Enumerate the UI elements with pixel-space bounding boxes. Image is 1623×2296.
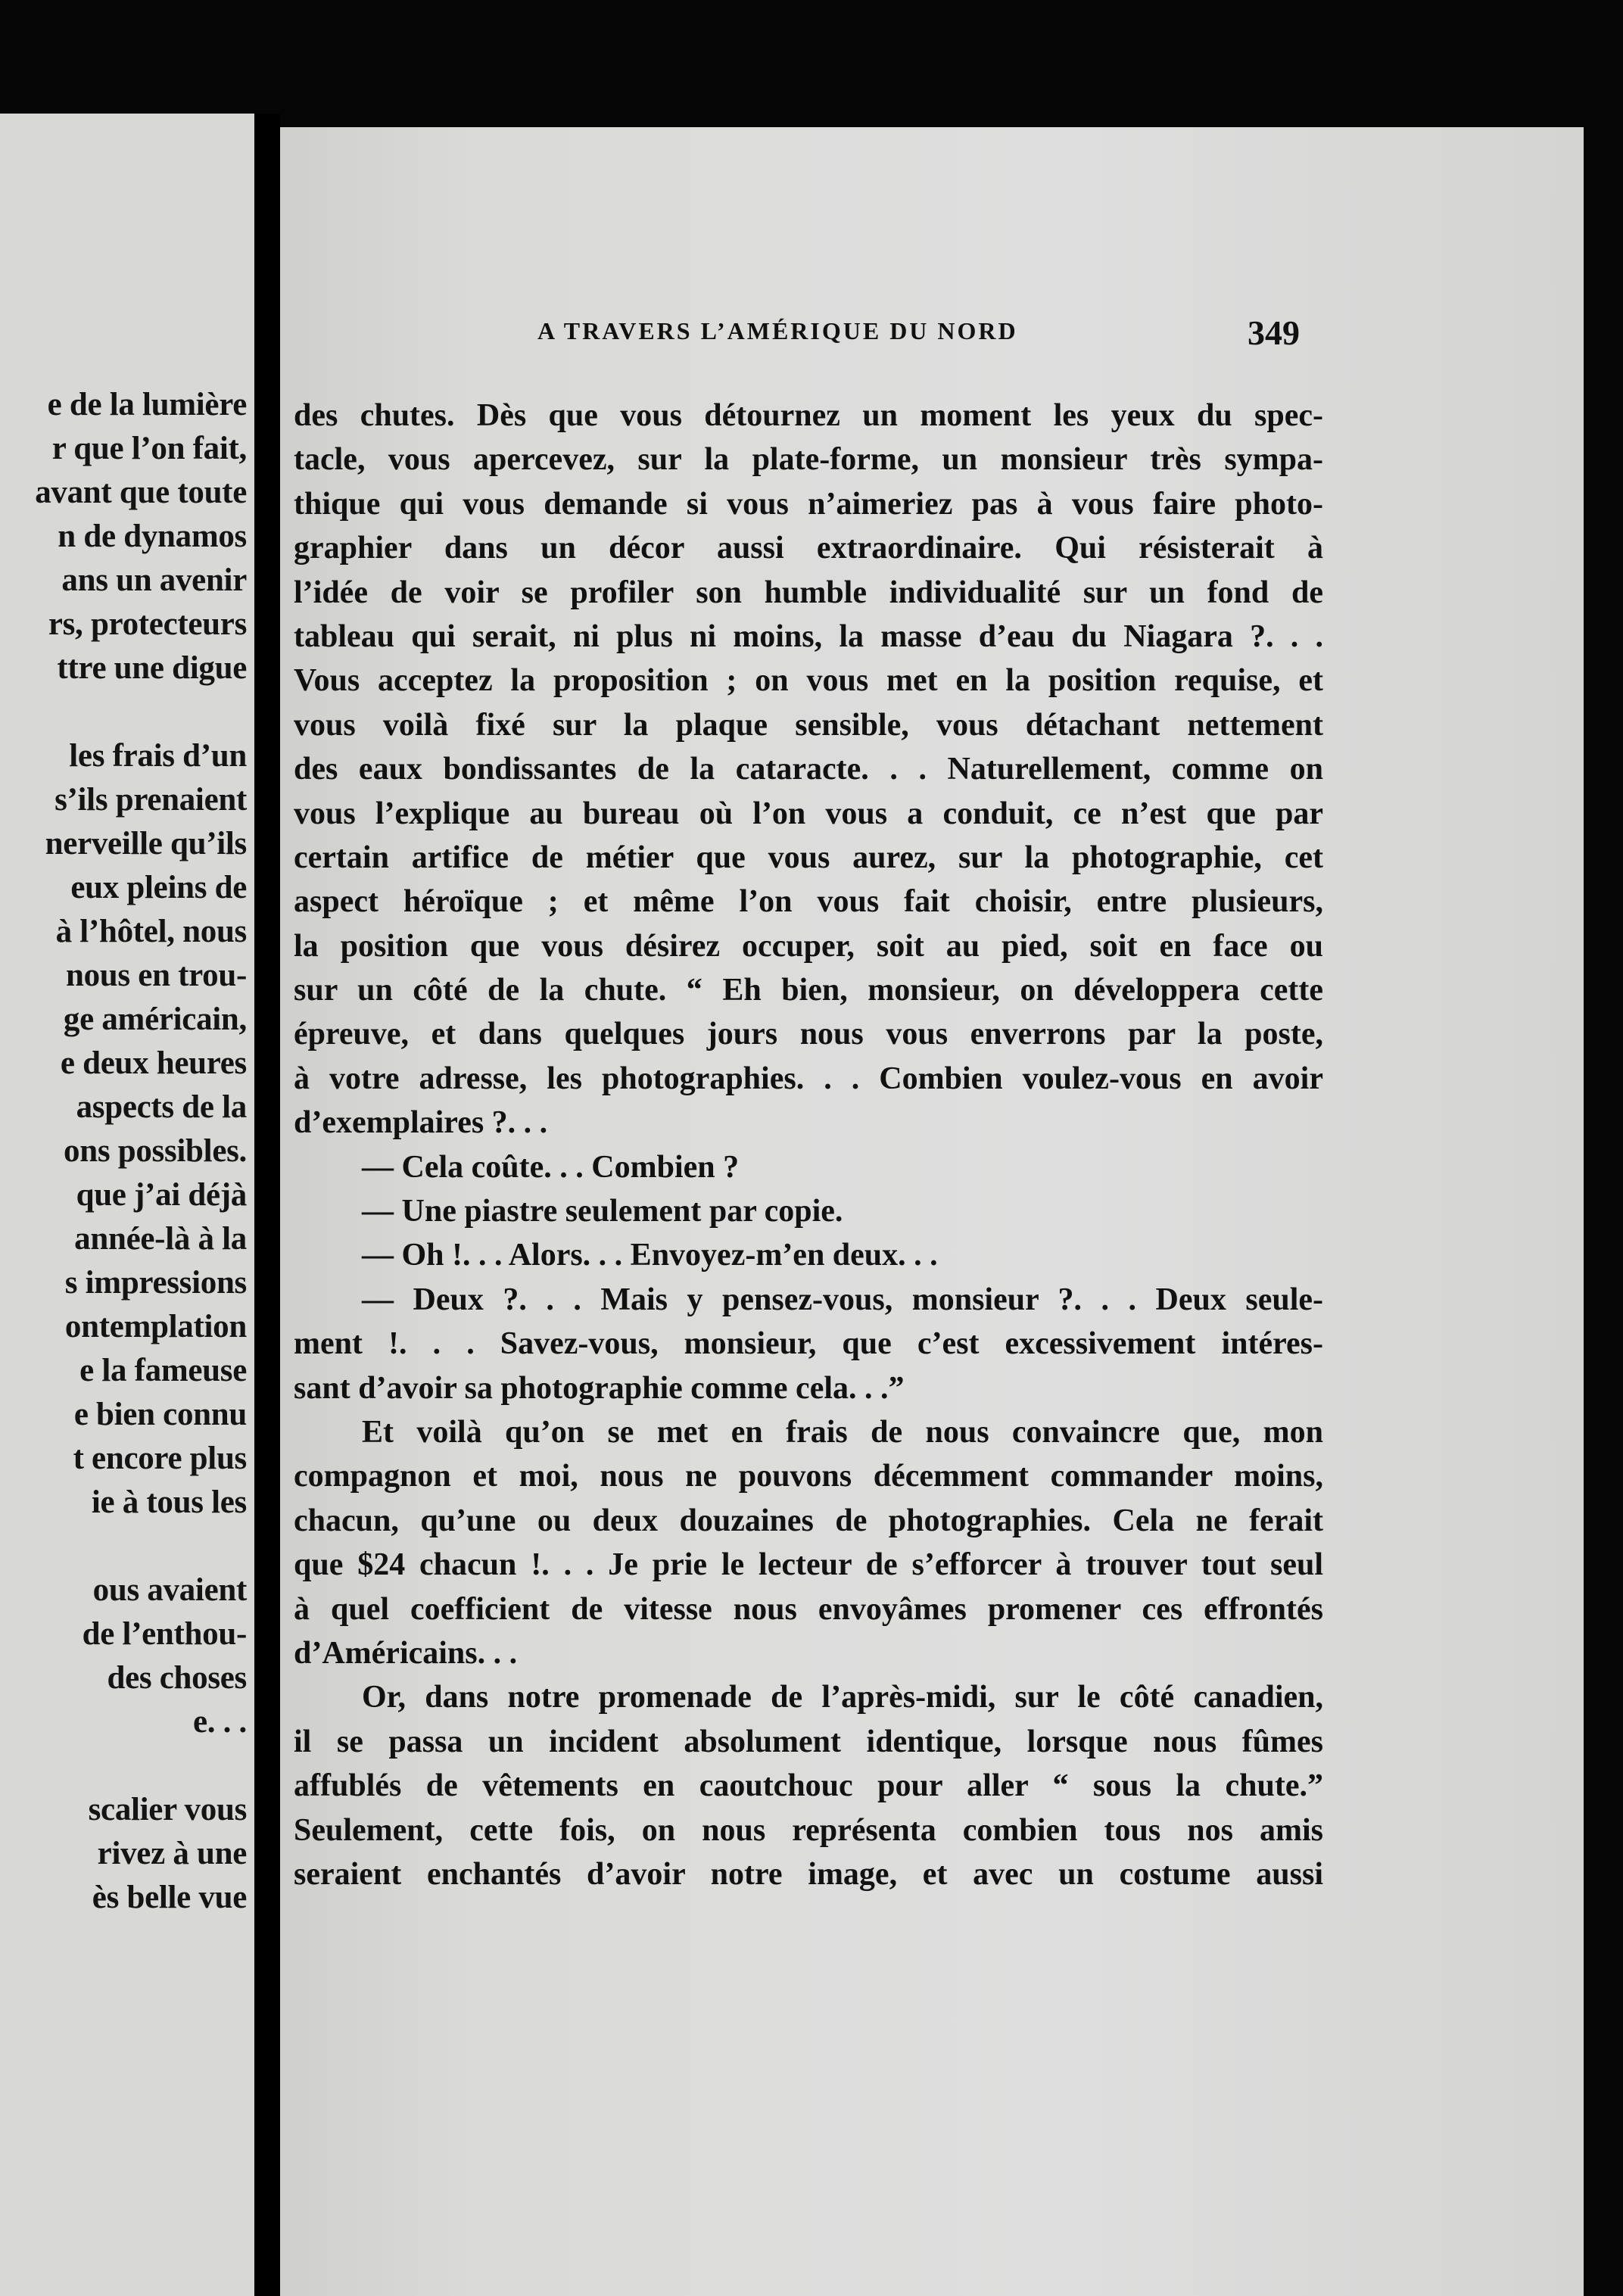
left-line: e deux heures <box>60 1045 247 1081</box>
text-line: d’exemplaires ?. . . <box>294 1105 548 1141</box>
page-header <box>280 313 1584 358</box>
text-line: compagnon et moi, nous ne pouvons décemment commander moins, <box>294 1459 1323 1494</box>
left-line: t encore plus <box>73 1441 247 1476</box>
left-line: à l’hôtel, nous <box>55 914 247 949</box>
text-line: graphier dans un décor aussi extraordinaire. Qui résisterait à <box>294 531 1323 566</box>
paragraph-start: Et voilà qu’on se met en frais de nous convaincre que, mon <box>362 1414 1323 1450</box>
left-line: rs, protecteurs <box>48 606 247 642</box>
left-line: nerveille qu’ils <box>45 826 247 861</box>
left-line: rivez à une <box>97 1836 247 1871</box>
running-title: A TRAVERS L’AMÉRIQUE DU NORD <box>537 317 1018 344</box>
text-line: d’Américains. . . <box>294 1635 518 1671</box>
dialogue-line: — Cela coûte. . . Combien ? <box>362 1149 740 1185</box>
text-line: thique qui vous demande si vous n’aimeriez pas à vous faire photo- <box>294 486 1323 522</box>
left-line: année-là à la <box>74 1221 247 1257</box>
text-line: Vous acceptez la proposition ; on vous met en la position requise, et <box>294 663 1323 699</box>
text-line: sur un côté de la chute. “ Eh bien, monsieur, on développera cette <box>294 973 1323 1008</box>
right-page <box>280 127 1584 2296</box>
text-line: vous l’explique au bureau où l’on vous a conduit, ce n’est que par <box>294 796 1323 831</box>
dialogue-line: — Une piastre seulement par copie. <box>362 1194 843 1229</box>
left-line: e bien connu <box>73 1397 247 1432</box>
left-line: ge américain, <box>63 1002 247 1037</box>
left-page-fragment <box>0 114 254 2296</box>
text-line: il se passa un incident absolument identique, lorsque nous fûmes <box>294 1724 1323 1759</box>
left-line <box>0 1525 247 1569</box>
page-number: 349 <box>1248 313 1300 352</box>
text-line: l’idée de voir se profiler son humble individualité sur un fond de <box>294 575 1323 610</box>
text-line: vous voilà fixé sur la plaque sensible, vous détachant nettement <box>294 707 1323 743</box>
left-line: aspects de la <box>76 1089 247 1125</box>
left-line: e. . . <box>192 1704 247 1740</box>
left-line: e de la lumière <box>47 387 247 422</box>
text-line: affublés de vêtements en caoutchouc pour aller “ sous la chute.” <box>294 1768 1323 1804</box>
left-line <box>0 690 247 734</box>
left-line: ons possibles. <box>64 1133 247 1169</box>
left-line: eux pleins de <box>70 870 247 905</box>
text-line: épreuve, et dans quelques jours nous vous enverrons par la poste, <box>294 1017 1323 1052</box>
left-line: r que l’on fait, <box>51 431 247 466</box>
left-line: ous avaient <box>92 1572 247 1608</box>
text-line: des eaux bondissantes de la cataracte. . . Naturellement, comme on <box>294 752 1323 787</box>
dialogue-line: — Deux ?. . . Mais y pensez-vous, monsieur ?. . . Deux seule- <box>362 1282 1323 1317</box>
left-line: e la fameuse <box>79 1353 247 1388</box>
text-line: seraient enchantés d’avoir notre image, et avec un costume aussi <box>294 1856 1323 1892</box>
text-line: chacun, qu’une ou deux douzaines de photographies. Cela ne ferait <box>294 1503 1323 1538</box>
left-line: scalier vous <box>88 1792 247 1827</box>
left-page-text <box>0 383 247 1920</box>
left-line: ans un avenir <box>61 562 247 598</box>
left-line <box>0 1744 247 1788</box>
text-line: des chutes. Dès que vous détournez un moment les yeux du spec- <box>294 398 1323 433</box>
left-line: ès belle vue <box>92 1880 247 1915</box>
left-line: s’ils prenaient <box>55 782 247 818</box>
left-line: de l’enthou- <box>82 1616 247 1652</box>
text-line: tacle, vous apercevez, sur la plate-forme, un monsieur très sympa- <box>294 442 1323 478</box>
text-line: à quel coefficient de vitesse nous envoyâmes promener ces effrontés <box>294 1591 1323 1627</box>
text-line: que $24 chacun !. . . Je prie le lecteur de s’efforcer à trouver tout seul <box>294 1547 1323 1583</box>
left-line: ie à tous les <box>91 1484 247 1520</box>
left-line: nous en trou- <box>65 958 247 993</box>
left-line: ttre une digue <box>57 650 247 686</box>
left-line: des choses <box>107 1660 247 1696</box>
left-line: n de dynamos <box>58 519 247 554</box>
book-gutter <box>254 114 280 2296</box>
left-line: ontemplation <box>64 1309 247 1344</box>
text-line: tableau qui serait, ni plus ni moins, la masse d’eau du Niagara ?. . . <box>294 618 1323 654</box>
paragraph-start: Or, dans notre promenade de l’après-midi, sur le côté canadien, <box>362 1680 1323 1715</box>
text-line: aspect héroïque ; et même l’on vous fait choisir, entre plusieurs, <box>294 884 1323 920</box>
text-line: Seulement, cette fois, on nous représenta combien tous nos amis <box>294 1812 1323 1848</box>
left-line: les frais d’un <box>69 738 247 774</box>
left-line: s impressions <box>64 1265 247 1301</box>
left-line: que j’ai déjà <box>76 1177 247 1213</box>
text-line: ment !. . . Savez-vous, monsieur, que c’est excessivement intéres- <box>294 1326 1323 1362</box>
text-line: à votre adresse, les photographies. . . Combien voulez-vous en avoir <box>294 1061 1323 1096</box>
text-line: certain artifice de métier que vous aurez, sur la photographie, cet <box>294 840 1323 875</box>
text-line: la position que vous désirez occuper, soit au pied, soit en face ou <box>294 928 1323 964</box>
text-line: sant d’avoir sa photographie comme cela. . .” <box>294 1370 905 1406</box>
left-line: avant que toute <box>35 475 247 510</box>
page-body <box>294 394 1323 1896</box>
dialogue-line: — Oh !. . . Alors. . . Envoyez-m’en deux. . . <box>362 1238 938 1273</box>
